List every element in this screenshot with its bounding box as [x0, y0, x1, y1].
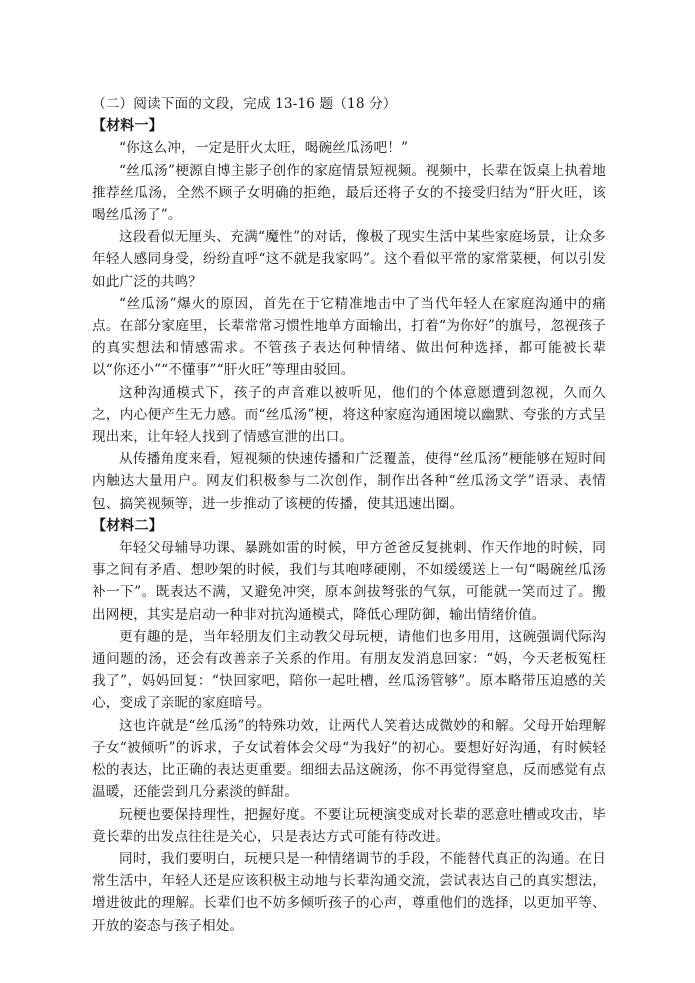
material-one-title: 【材料一】: [92, 118, 163, 135]
material-two-paragraph: 玩梗也要保持理性，把握好度。不要让玩梗演变成对长辈的恶意吐槽或攻击，毕竟长辈的出发点往往是关心，只是表达方式可能有待改进。: [92, 806, 606, 845]
material-two-paragraph: 更有趣的是，当年轻朋友们主动教父母玩梗，请他们也多用用，这碗强调代际沟通问题的汤，还会有改善亲子关系的作用。有朋友发消息回家：“妈，今天老板冤枉我了”，妈妈回复：“快回家吧，陪你一起吐槽，丝瓜汤管够”。原本略带压迫感的关心，变成了亲昵的家庭暗号。: [92, 628, 606, 712]
question-header: （二）阅读下面的文段，完成 13-16 题（18 分）: [92, 96, 397, 112]
material-two-paragraph: 这也许就是“丝瓜汤”的特殊功效，让两代人笑着达成微妙的和解。父母开始理解子女“被倾听”的诉求，子女试着体会父母“为我好”的初心。要想好好沟通，有时候轻松的表达，比正确的表达更重要。细细去品这碗汤，你不再觉得窒息，反而感觉有点温暖，还能尝到几分素淡的鲜甜。: [92, 717, 606, 801]
material-one-paragraph: 这段看似无厘头、充满“魔性”的对话，像极了现实生活中某些家庭场景，让众多年轻人感同身受，纷纷直呼“这不就是我家吗”。这个看似平常的家常菜梗，何以引发如此广泛的共鸣？: [92, 229, 606, 290]
material-two-paragraph: 同时，我们要明白，玩梗只是一种情绪调节的手段，不能替代真正的沟通。在日常生活中，年轻人还是应该积极主动地与长辈沟通交流，尝试表达自己的真实想法，增进彼此的理解。长辈们也不妨多倾听孩子的心声，尊重他们的选择，以更加平等、开放的姿态与孩子相处。: [92, 850, 606, 934]
material-two-title: 【材料二】: [92, 517, 163, 534]
material-two-paragraph: 年轻父母辅导功课、暴跳如雷的时候，甲方爸爸反复挑刺、作天作地的时候，同事之间有矛盾、想吵架的时候，我们与其咆哮硬刚，不如缓缓送上一句“喝碗丝瓜汤补一下”。既表达不满，又避免冲突，原本剑拔弩张的气氛，可能就一笑而过了。搬出网梗，其实是启动一种非对抗沟通模式，降低心理防御，输出情绪价值。: [92, 540, 606, 623]
reading-passage: [92, 93, 606, 937]
material-one-paragraph: “你这么冲，一定是肝火太旺，喝碗丝瓜汤吧！”: [119, 140, 409, 157]
material-one-paragraph: “丝瓜汤”爆火的原因，首先在于它精准地击中了当代年轻人在家庭沟通中的痛点。在部分家庭里，长辈常常习惯性地单方面输出，打着“为你好”的旗号，忽视孩子的真实想法和情感需求。不管孩子表达何种情绪、做出何种选择，都可能被长辈以“你还小”“不懂事”“肝火旺”等理由驳回。: [92, 295, 606, 379]
material-one-paragraph: “丝瓜汤”梗源自博主影子创作的家庭情景短视频。视频中，长辈在饭桌上执着地推荐丝瓜汤，全然不顾子女明确的拒绝，最后还将子女的不接受归结为“肝火旺，该喝丝瓜汤了”。: [92, 162, 606, 224]
material-one-paragraph: 这种沟通模式下，孩子的声音难以被听见，他们的个体意愿遭到忽视，久而久之，内心便产生无力感。而“丝瓜汤”梗，将这种家庭沟通困境以幽默、夸张的方式呈现出来，让年轻人找到了情感宣泄的出口。: [92, 384, 606, 446]
material-one-paragraph: 从传播角度来看，短视频的快速传播和广泛覆盖，使得“丝瓜汤”梗能够在短时间内触达大量用户。网友们积极参与二次创作，制作出各种“丝瓜汤文学”语录、表情包、搞笑视频等，进一步推动了该梗的传播，使其迅速出圈。: [92, 451, 606, 512]
